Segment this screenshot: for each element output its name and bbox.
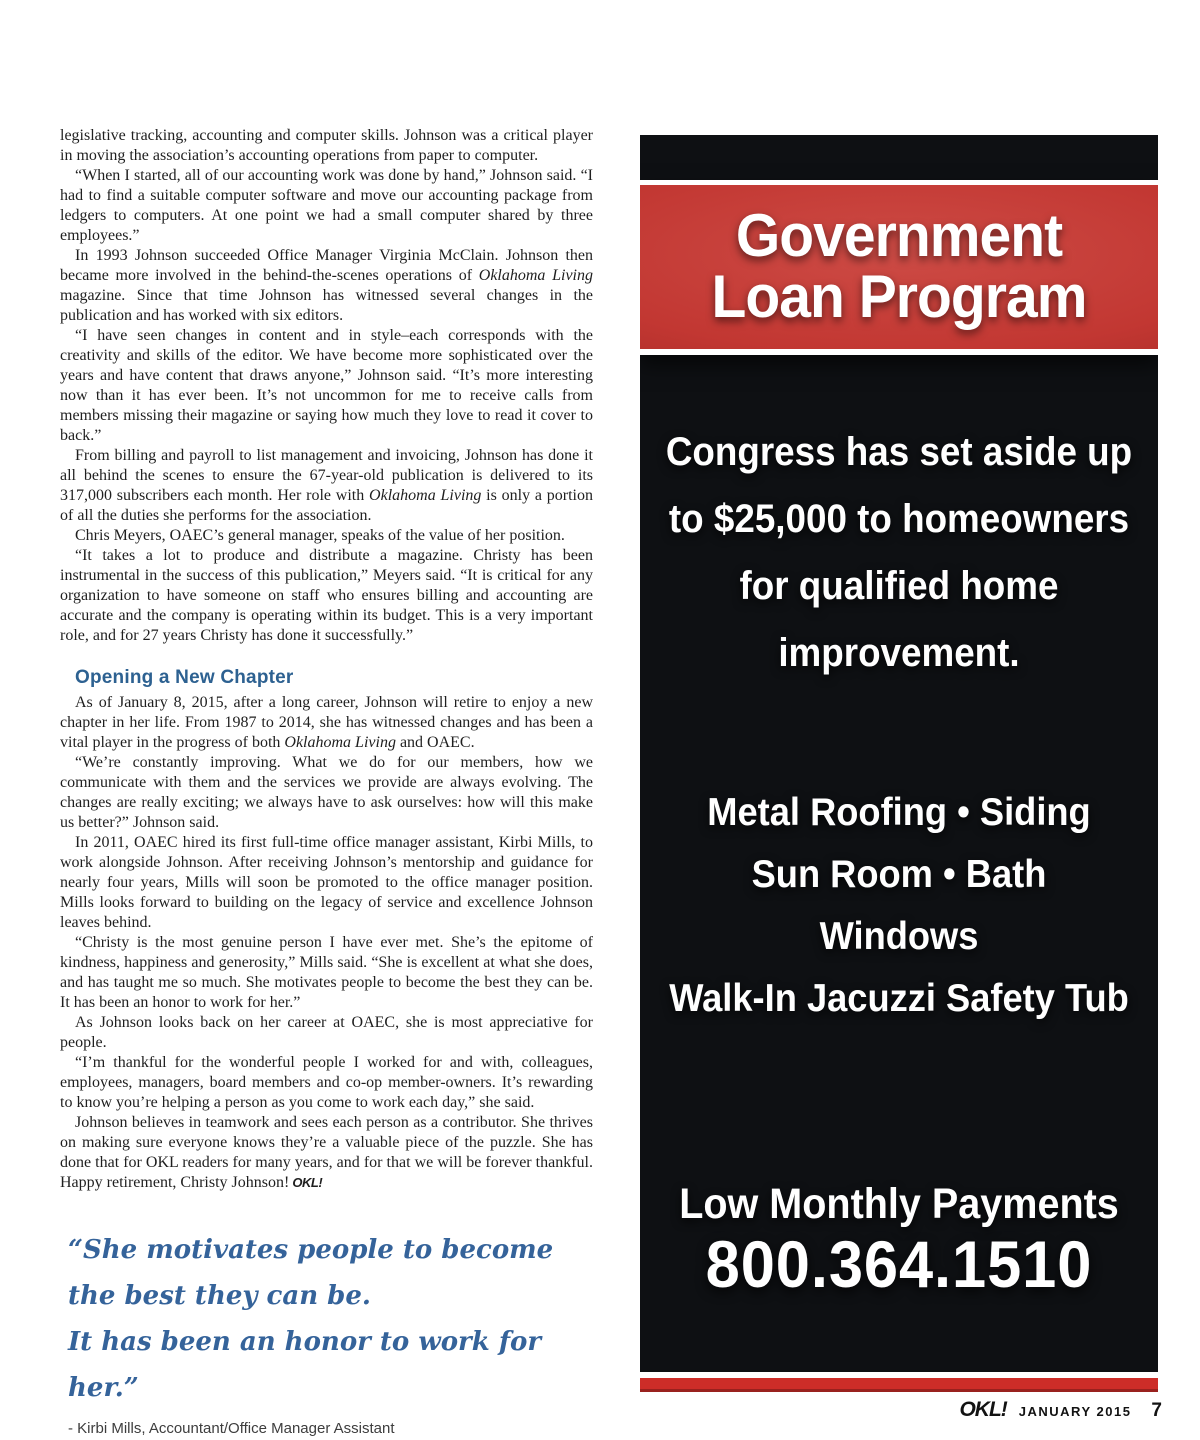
page-number: 7 bbox=[1151, 1400, 1162, 1421]
section-heading: Opening a New Chapter bbox=[75, 667, 294, 688]
article-paragraph: From billing and payroll to list management and invoicing, Johnson has done it all behind the scenes to ensure the 67-year-old publication is delivered to its 317,000 subscribers each month. Her role with Oklahoma Living is only a portion of all the duties she performs for the association. bbox=[60, 447, 594, 524]
ad-headline bbox=[640, 419, 1158, 687]
ad-phone-number: 800.364.1510 bbox=[705, 1227, 1093, 1301]
article-paragraph: “Christy is the most genuine person I have ever met. She’s the epitome of kindness, happiness and generosity,” Mills said. “She is excellent at what she does, and has taught me so much. She motivates people to become the best they can be. It has been an honor to work for her.” bbox=[60, 934, 593, 1011]
article-paragraph: legislative tracking, accounting and computer skills. Johnson was a critical player in moving the association’s accounting operations from paper to computer. bbox=[60, 127, 593, 164]
article-paragraph: As of January 8, 2015, after a long career, Johnson will retire to enjoy a new chapter in her life. From 1987 to 2014, she has witnessed changes and has been a vital player in the progress of both Oklahoma Living and OAEC. bbox=[60, 694, 593, 751]
article-paragraphs-bottom bbox=[60, 693, 593, 1193]
article-paragraph: “When I started, all of our accounting work was done by hand,” Johnson said. “I had to find a suitable computer software and move our accounting package from ledgers to computers. At one point we had a small computer shared by three employees.” bbox=[60, 167, 593, 244]
article-column bbox=[60, 126, 593, 1439]
pull-quote-line: It has been an honor to work for her.” bbox=[68, 1327, 542, 1403]
ad-service-item: Metal Roofing • Siding bbox=[707, 791, 1091, 834]
ad-headline-line: improvement. bbox=[778, 631, 1020, 675]
article-paragraph: “It takes a lot to produce and distribute a magazine. Christy has been instrumental in the success of this publication,” Meyers said. “It is critical for any organization to have someone on staff who ensures billing and accounting are accurate and the company is operating within its budget. This is a very important role, and for 27 years Christy has done it successfully.” bbox=[60, 547, 593, 644]
issue-date: JANUARY 2015 bbox=[1018, 1404, 1132, 1419]
ad-services-list bbox=[640, 782, 1158, 1030]
article-paragraph: Chris Meyers, OAEC’s general manager, speaks of the value of her position. bbox=[75, 527, 565, 544]
article-paragraph: “I have seen changes in content and in style–each corresponds with the creativity and skills of the editor. We have become more sophisticated over the years and have content that draws anyone,” Johnson said. “It’s more interesting now than it has ever been. It’s not uncommon for me to receive calls from members missing their magazine or saying how much they love to read it cover to back.” bbox=[60, 327, 593, 444]
ad-banner bbox=[640, 180, 1158, 355]
page-footer bbox=[959, 1398, 1162, 1422]
article-paragraph: “We’re constantly improving. What we do for our members, how we communicate with them and the services we provide are always evolving. The changes are really exciting; we always have to ask ourselves: how will this make us better?” Johnson said. bbox=[60, 754, 593, 831]
article-paragraphs-top bbox=[60, 126, 593, 646]
ad-bottom-stripe bbox=[640, 1378, 1158, 1392]
ad-headline-line: for qualified home bbox=[739, 564, 1059, 608]
ad-payments-label: Low Monthly Payments bbox=[679, 1180, 1119, 1228]
okl-logo-mark: OKL! bbox=[289, 1175, 323, 1190]
article-paragraph: In 1993 Johnson succeeded Office Manager Virginia McClain. Johnson then became more involved in the behind-the-scenes operations of Oklahoma Living magazine. Since that time Johnson has witnessed several changes in the publication and has worked with six editors. bbox=[60, 247, 594, 324]
pull-quote-line: “She motivates people to become the best they can be. bbox=[68, 1235, 554, 1311]
article-paragraph: As Johnson looks back on her career at OAEC, she is most appreciative for people. bbox=[60, 1014, 593, 1051]
government-loan-ad bbox=[640, 135, 1158, 1392]
article-paragraph: “I’m thankful for the wonderful people I worked for and with, colleagues, employees, managers, board members and co-op member-owners. It’s rewarding to know you’re helping a person as you come to work each day,” she said. bbox=[60, 1054, 593, 1111]
ad-service-item: Sun Room • Bath bbox=[751, 853, 1047, 896]
pull-quote bbox=[68, 1227, 593, 1439]
ad-service-item: Windows bbox=[819, 915, 979, 958]
ad-body bbox=[640, 135, 1158, 1372]
okl-magazine-logo: OKL! bbox=[959, 1398, 1007, 1421]
ad-banner-title-line: Government bbox=[735, 202, 1063, 269]
article-paragraph: Johnson believes in teamwork and sees each person as a contributor. She thrives on making sure everyone knows they’re a valuable piece of the puzzle. She has done that for OKL readers for many years, and for that we will be forever thankful. Happy retirement, Christy Johnson! OKL! bbox=[60, 1114, 593, 1191]
pull-quote-attribution: - Kirbi Mills, Accountant/Office Manager Assistant bbox=[68, 1420, 395, 1437]
article-paragraph: In 2011, OAEC hired its first full-time office manager assistant, Kirbi Mills, to work alongside Johnson. After receiving Johnson’s mentorship and guidance for nearly four years, Mills will soon be promoted to the office manager position. Mills looks forward to building on the legacy of service and excellence Johnson leaves behind. bbox=[60, 834, 593, 931]
ad-headline-line: Congress has set aside up bbox=[665, 430, 1133, 474]
ad-service-item: Walk-In Jacuzzi Safety Tub bbox=[669, 977, 1129, 1020]
ad-banner-title-line: Loan Program bbox=[711, 263, 1087, 330]
ad-headline-line: to $25,000 to homeowners bbox=[668, 497, 1130, 541]
